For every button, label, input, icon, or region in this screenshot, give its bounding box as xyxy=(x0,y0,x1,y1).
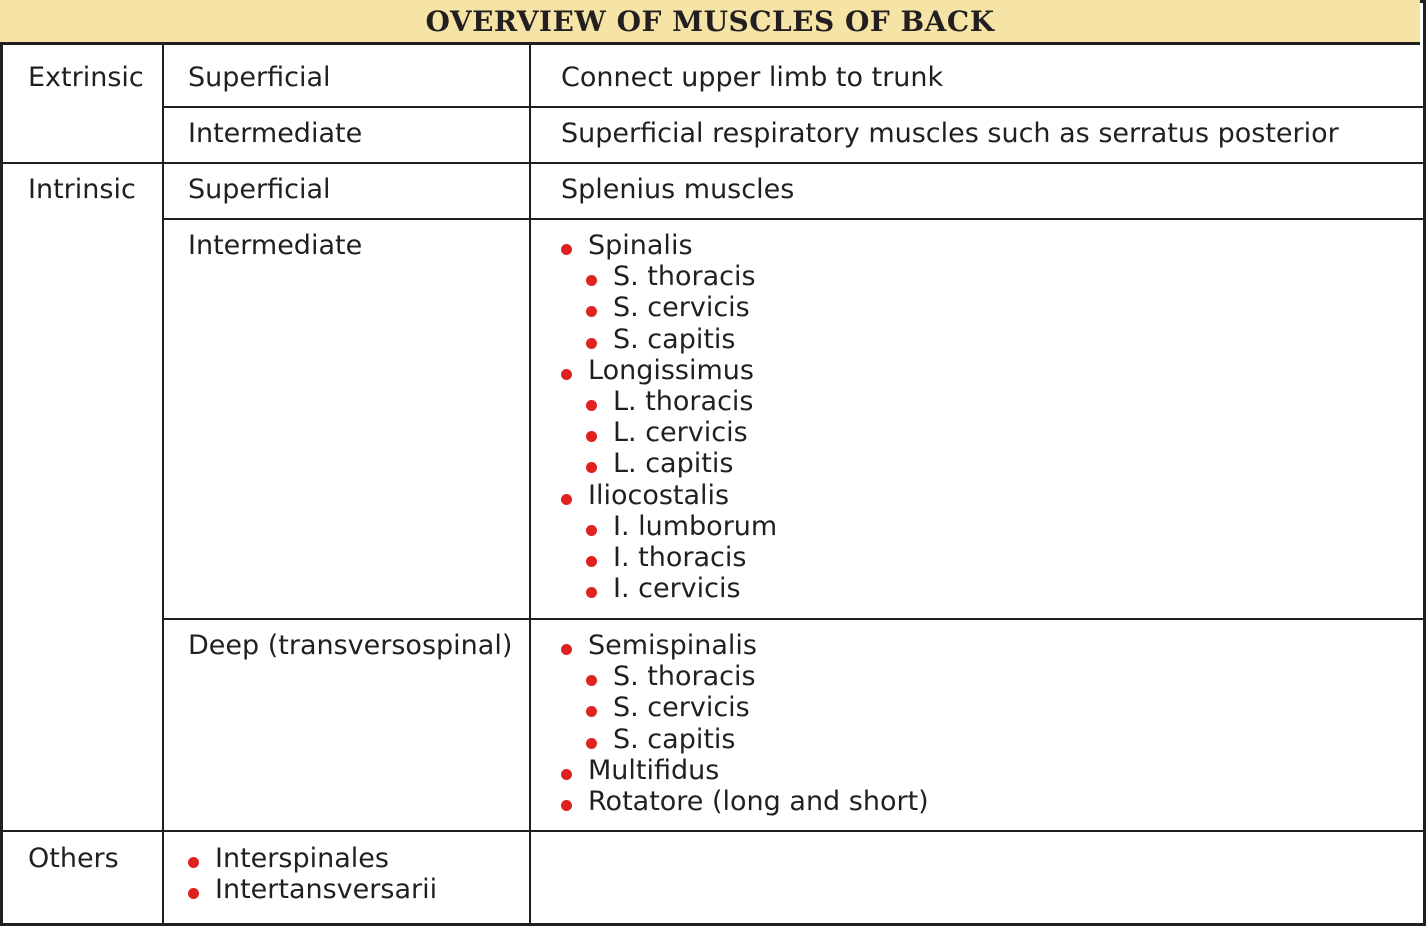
bullet-icon xyxy=(561,800,572,811)
bullet-icon xyxy=(561,769,572,780)
group-label-others: Others xyxy=(28,843,119,874)
muscle-list-deep xyxy=(561,630,929,817)
bullet-icon xyxy=(586,525,597,536)
list-item-text: Iliocostalis xyxy=(588,479,730,511)
list-item xyxy=(561,511,777,542)
bullet-icon xyxy=(586,275,597,286)
list-item-text: S. thoracis xyxy=(613,261,756,293)
layer-label-intermediate: Intermediate xyxy=(188,118,363,149)
list-item-text: Spinalis xyxy=(588,230,693,261)
row-divider xyxy=(162,618,1424,620)
row-divider xyxy=(162,218,1424,220)
bullet-icon xyxy=(188,888,199,899)
list-item-text: L. thoracis xyxy=(613,385,754,417)
list-item xyxy=(561,386,777,417)
bullet-icon xyxy=(586,462,597,473)
bullet-icon xyxy=(561,644,572,655)
list-item-text: I. lumborum xyxy=(613,510,778,542)
bullet-icon xyxy=(586,675,597,686)
list-item xyxy=(561,448,777,479)
list-item-text: S. capitis xyxy=(613,323,736,355)
list-item-text: I. cervicis xyxy=(613,573,741,605)
layer-label-intermediate: Intermediate xyxy=(188,230,363,261)
bullet-icon xyxy=(188,857,199,868)
row-divider xyxy=(0,830,1424,832)
list-item xyxy=(561,755,929,786)
list-item-text: L. cervicis xyxy=(613,417,748,449)
column-divider xyxy=(162,45,164,924)
column-divider xyxy=(529,45,531,924)
list-item xyxy=(188,874,437,905)
list-item-text: I. thoracis xyxy=(613,541,747,573)
table-title: OVERVIEW OF MUSCLES OF BACK xyxy=(0,0,1420,45)
list-item-text: Semispinalis xyxy=(588,630,757,661)
list-item-text: L. capitis xyxy=(613,448,734,480)
layer-label-deep: Deep (transversospinal) xyxy=(188,630,513,661)
list-item xyxy=(188,843,437,874)
list-item-text: Interspinales xyxy=(215,843,389,874)
list-item xyxy=(561,292,777,323)
list-item xyxy=(561,230,777,261)
bullet-icon xyxy=(586,338,597,349)
list-item xyxy=(561,692,929,723)
bullet-icon xyxy=(586,306,597,317)
layer-label-superficial: Superficial xyxy=(188,174,331,205)
bullet-icon xyxy=(586,556,597,567)
list-item xyxy=(561,480,777,511)
list-item-text: S. cervicis xyxy=(613,292,750,324)
list-item xyxy=(561,724,929,755)
row-divider xyxy=(162,106,1424,108)
list-item-text: S. thoracis xyxy=(613,661,756,693)
list-item xyxy=(561,261,777,292)
bullet-icon xyxy=(561,494,572,505)
bullet-icon xyxy=(586,431,597,442)
list-item-text: Longissimus xyxy=(588,354,754,386)
list-item-text: Intertansversarii xyxy=(215,874,438,906)
list-item xyxy=(561,630,929,661)
list-item-text: Multifidus xyxy=(588,754,720,786)
bullet-icon xyxy=(561,369,572,380)
list-item xyxy=(561,573,777,604)
group-label-extrinsic: Extrinsic xyxy=(28,62,144,93)
row-divider xyxy=(0,162,1424,164)
bullet-icon xyxy=(586,738,597,749)
list-item xyxy=(561,324,777,355)
bullet-icon xyxy=(586,587,597,598)
muscle-list-intermediate xyxy=(561,230,777,604)
layer-description: Connect upper limb to trunk xyxy=(561,62,944,93)
layer-label-superficial: Superficial xyxy=(188,62,331,93)
list-item xyxy=(561,542,777,573)
muscle-list-others xyxy=(188,843,437,905)
bullet-icon xyxy=(586,400,597,411)
layer-description: Splenius muscles xyxy=(561,174,795,205)
group-label-intrinsic: Intrinsic xyxy=(28,174,136,205)
list-item xyxy=(561,355,777,386)
list-item xyxy=(561,786,929,817)
list-item xyxy=(561,417,777,448)
bullet-icon xyxy=(561,244,572,255)
list-item xyxy=(561,661,929,692)
bullet-icon xyxy=(586,706,597,717)
layer-description: Superficial respiratory muscles such as serratus posterior xyxy=(561,118,1339,149)
list-item-text: S. capitis xyxy=(613,723,736,755)
list-item-text: Rotatore (long and short) xyxy=(588,785,929,817)
list-item-text: S. cervicis xyxy=(613,692,750,724)
